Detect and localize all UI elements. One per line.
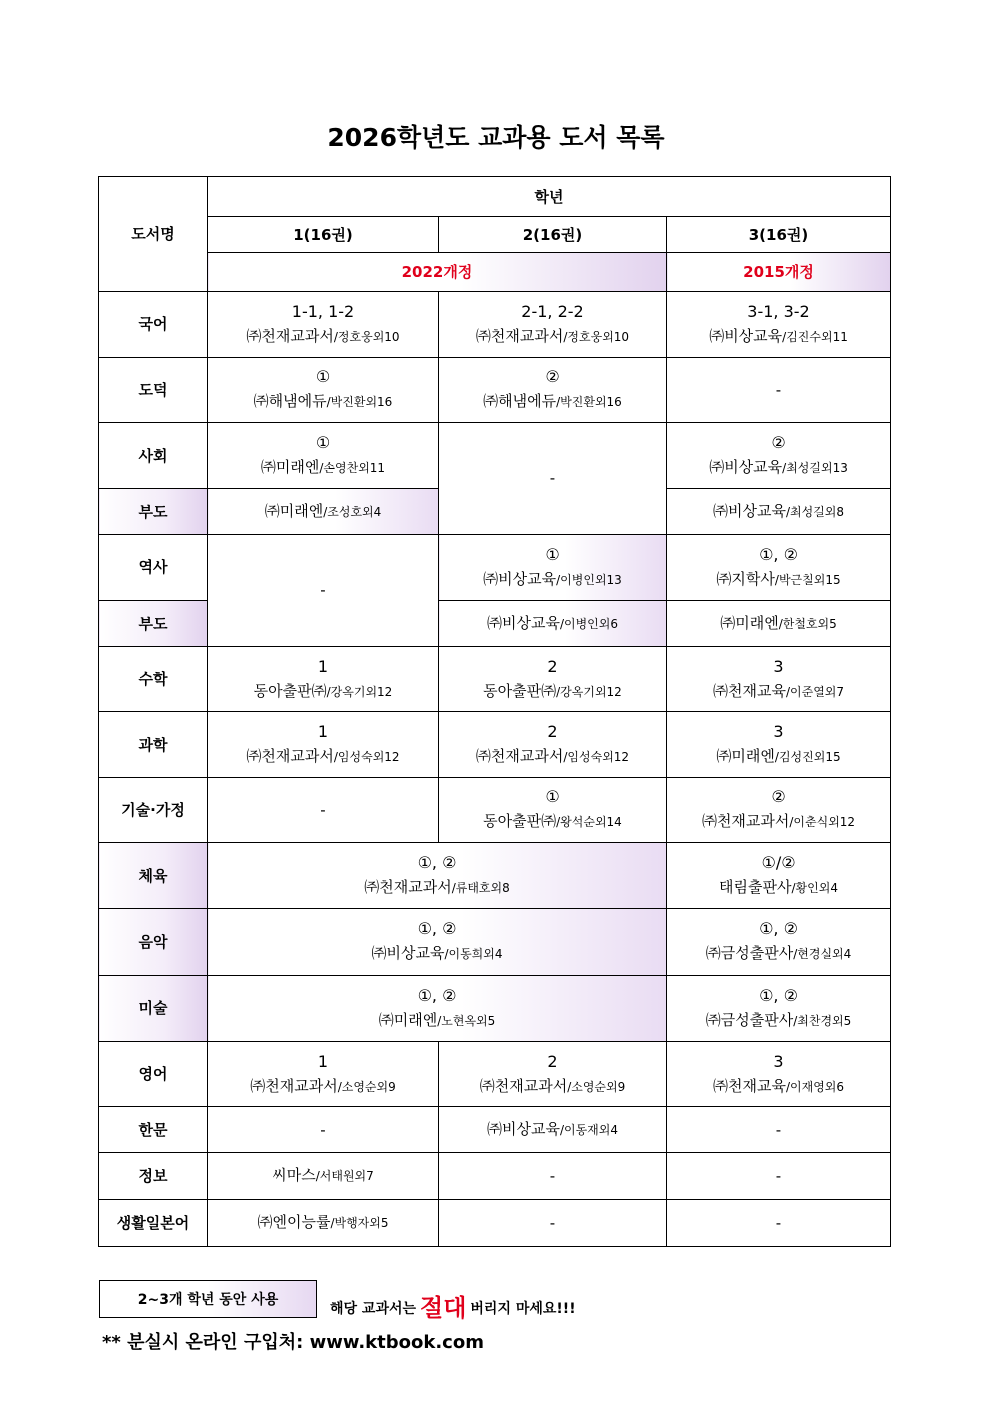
book-cell: 3 ㈜천재교육/이재영외6 — [667, 1041, 891, 1106]
warning-emphasis: 절대 — [420, 1294, 467, 1322]
empty-cell: - — [208, 534, 439, 647]
table-row — [99, 1041, 891, 1106]
book-cell: ①, ② ㈜비상교육/이동희외4 — [208, 909, 667, 975]
book-cell: ㈜비상교육/이동재외4 — [439, 1107, 667, 1153]
book-cell: 3 ㈜미래엔/김성진외15 — [667, 712, 891, 777]
book-cell: ①, ② ㈜금성출판사/현경실외4 — [667, 909, 891, 975]
book-cell: ㈜미래엔/한철호외5 — [667, 600, 891, 646]
book-cell: ㈜엔이능률/박행자외5 — [208, 1199, 439, 1246]
table-row — [99, 1199, 891, 1246]
empty-cell: - — [667, 357, 891, 422]
subject-social-atlas: 부도 — [99, 489, 208, 534]
book-cell: ① ㈜미래엔/손영찬외11 — [208, 423, 439, 489]
subject-pe: 체육 — [99, 843, 208, 909]
header-grade-1: 1(16권) — [208, 217, 439, 253]
header-grade-3: 3(16권) — [667, 217, 891, 253]
warning-text: 해당 교과서는 절대 버리지 마세요!!! — [330, 1294, 576, 1322]
table-row — [99, 357, 891, 422]
book-cell: 1-1, 1-2 ㈜천재교과서/정호웅외10 — [208, 291, 439, 357]
book-cell: ①, ② ㈜미래엔/노현옥외5 — [208, 975, 667, 1041]
book-cell: ① ㈜비상교육/이병인외13 — [439, 534, 667, 600]
table-row — [99, 423, 891, 489]
book-cell: ①, ② ㈜천재교과서/류태호외8 — [208, 843, 667, 909]
book-cell: 2 ㈜천재교과서/소영순외9 — [439, 1041, 667, 1106]
book-cell: 1 ㈜천재교과서/임성숙외12 — [208, 712, 439, 777]
book-cell: 1 동아출판㈜/강옥기외12 — [208, 647, 439, 712]
subject-korean: 국어 — [99, 291, 208, 357]
header-grade-2: 2(16권) — [439, 217, 667, 253]
book-cell: ①/② 태림출판사/황인외4 — [667, 843, 891, 909]
header-book-name: 도서명 — [99, 177, 208, 292]
book-cell: 3 ㈜천재교육/이준열외7 — [667, 647, 891, 712]
book-cell: 2-1, 2-2 ㈜천재교과서/정호웅외10 — [439, 291, 667, 357]
empty-cell: - — [439, 1153, 667, 1199]
table-row — [99, 909, 891, 975]
table-row — [99, 291, 891, 357]
empty-cell: - — [208, 1107, 439, 1153]
subject-math: 수학 — [99, 647, 208, 712]
book-cell: 씨마스/서태원외7 — [208, 1153, 439, 1199]
subject-history: 역사 — [99, 534, 208, 600]
table-row — [99, 647, 891, 712]
textbook-table — [98, 176, 891, 1247]
table-row — [99, 777, 891, 842]
book-cell: ㈜비상교육/최성길외8 — [667, 489, 891, 534]
subject-music: 음악 — [99, 909, 208, 975]
subject-english: 영어 — [99, 1041, 208, 1106]
legend-box: 2~3개 학년 동안 사용 — [99, 1280, 317, 1318]
subject-art: 미술 — [99, 975, 208, 1041]
footnote: ** 분실시 온라인 구입처: www.ktbook.com — [102, 1332, 484, 1353]
book-cell: 3-1, 3-2 ㈜비상교육/김진수외11 — [667, 291, 891, 357]
subject-ethics: 도덕 — [99, 357, 208, 422]
revision-2015: 2015개정 — [667, 253, 891, 291]
table-row — [99, 1153, 891, 1199]
book-cell: ② ㈜비상교육/최성길외13 — [667, 423, 891, 489]
subject-japanese: 생활일본어 — [99, 1199, 208, 1246]
subject-tech-home: 기술·가정 — [99, 777, 208, 842]
table-row — [99, 1107, 891, 1153]
empty-cell: - — [439, 423, 667, 535]
book-cell: ② ㈜천재교과서/이춘식외12 — [667, 777, 891, 842]
book-cell: 1 ㈜천재교과서/소영순외9 — [208, 1041, 439, 1106]
book-cell: ㈜비상교육/이병인외6 — [439, 600, 667, 646]
table-row — [99, 534, 891, 600]
book-cell: ①, ② ㈜금성출판사/최찬경외5 — [667, 975, 891, 1041]
book-cell: ① 동아출판㈜/왕석순외14 — [439, 777, 667, 842]
book-cell: ② ㈜해냄에듀/박진환외16 — [439, 357, 667, 422]
subject-hanmun: 한문 — [99, 1107, 208, 1153]
book-cell: 2 동아출판㈜/강옥기외12 — [439, 647, 667, 712]
page-title: 2026학년도 교과용 도서 목록 — [327, 123, 665, 152]
book-cell: 2 ㈜천재교과서/임성숙외12 — [439, 712, 667, 777]
revision-2022: 2022개정 — [208, 253, 667, 291]
subject-info: 정보 — [99, 1153, 208, 1199]
table-row — [99, 712, 891, 777]
table-row — [99, 843, 891, 909]
subject-social: 사회 — [99, 423, 208, 489]
subject-science: 과학 — [99, 712, 208, 777]
table-row — [99, 975, 891, 1041]
empty-cell: - — [667, 1107, 891, 1153]
empty-cell: - — [439, 1199, 667, 1246]
book-cell: ㈜미래엔/조성호외4 — [208, 489, 439, 534]
header-grade: 학년 — [208, 177, 891, 217]
empty-cell: - — [667, 1199, 891, 1246]
empty-cell: - — [208, 777, 439, 842]
empty-cell: - — [667, 1153, 891, 1199]
subject-history-atlas: 부도 — [99, 600, 208, 646]
book-cell: ① ㈜해냄에듀/박진환외16 — [208, 357, 439, 422]
book-cell: ①, ② ㈜지학사/박근칠외15 — [667, 534, 891, 600]
